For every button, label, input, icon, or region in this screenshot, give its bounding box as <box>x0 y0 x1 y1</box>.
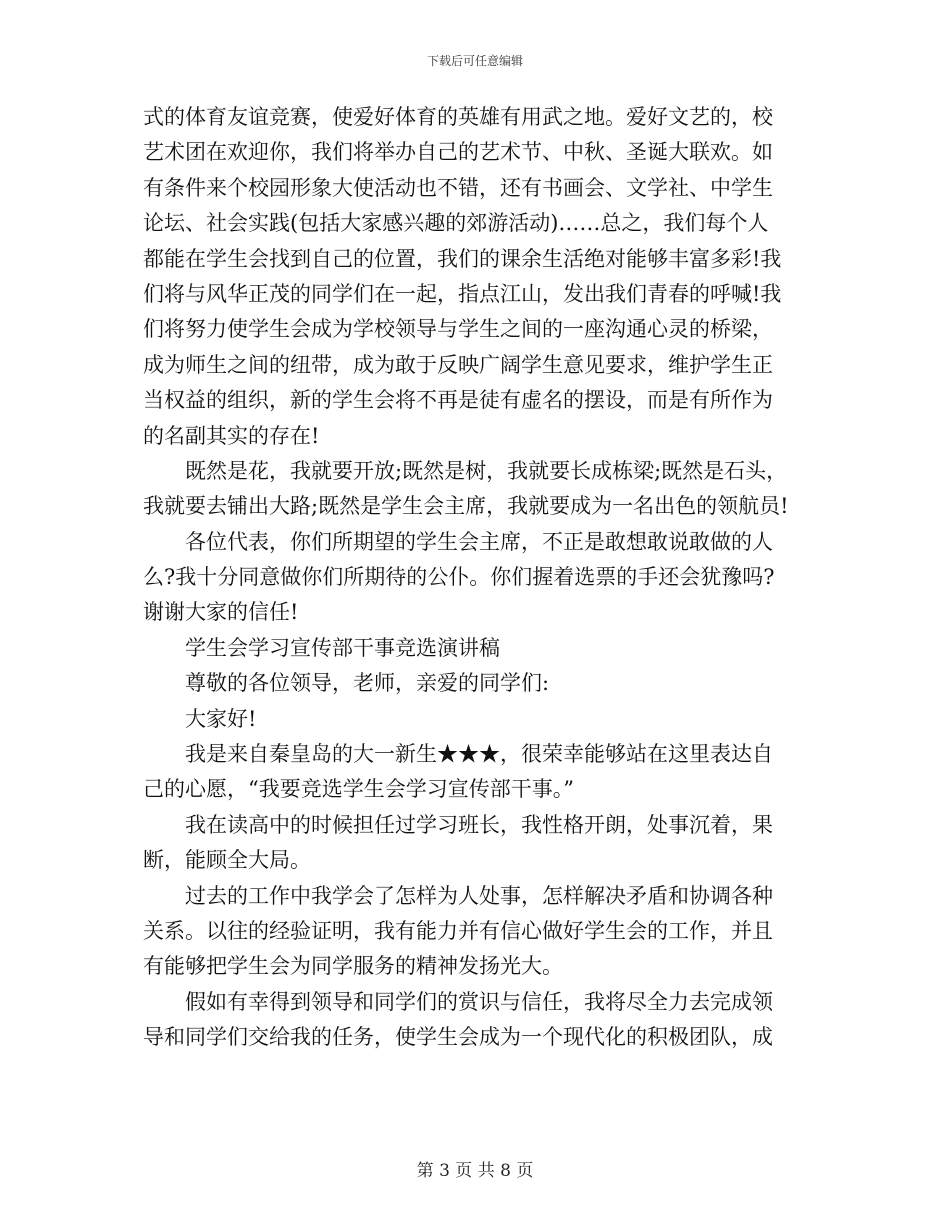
text-line: 有能够把学生会为同学服务的精神发扬光大。 <box>143 954 563 979</box>
text-line: 有条件来个校园形象大使活动也不错，还有书画会、文学社、中学生 <box>143 175 773 200</box>
text-line: 己的心愿，“我要竞选学生会学习宣传部干事。” <box>143 777 574 802</box>
text-line: 我就要去铺出大路;既然是学生会主席，我就要成为一名出色的领航员! <box>143 494 789 519</box>
text-line: 的名副其实的存在! <box>143 423 320 448</box>
text-line: 过去的工作中我学会了怎样为人处事，怎样解决矛盾和协调各种 <box>185 883 773 908</box>
text-line: 我在读高中的时候担任过学习班长，我性格开朗，处事沉着，果 <box>185 812 773 837</box>
text-line: 们将与风华正茂的同学们在一起，指点江山，发出我们青春的呼喊!我 <box>143 281 782 306</box>
text-line: 谢谢大家的信任! <box>143 600 299 625</box>
text-line: 假如有幸得到领导和同学们的赏识与信任，我将尽全力去完成领 <box>185 989 773 1014</box>
text-line: 各位代表，你们所期望的学生会主席，不正是敢想敢说敢做的人 <box>185 529 773 554</box>
document-body <box>143 100 811 1056</box>
page-header: 下载后可任意编辑 <box>426 54 523 68</box>
text-line: 艺术团在欢迎你，我们将举办自己的艺术节、中秋、圣诞大联欢。如 <box>143 140 773 165</box>
text-line: 式的体育友谊竞赛，使爱好体育的英雄有用武之地。爱好文艺的，校 <box>143 105 773 129</box>
text-line: 尊敬的各位领导，老师，亲爱的同学们: <box>185 671 550 696</box>
text-line: 成为师生之间的纽带，成为敢于反映广阔学生意见要求，维护学生正 <box>143 352 773 377</box>
text-line: 们将努力使学生会成为学校领导与学生之间的一座沟通心灵的桥梁， <box>143 317 773 342</box>
text-line: 论坛、社会实践(包括大家感兴趣的郊游活动)……总之，我们每个人 <box>143 211 769 236</box>
text-line: 导和同学们交给我的任务，使学生会成为一个现代化的积极团队，成 <box>143 1025 773 1050</box>
text-line: 既然是花，我就要开放;既然是树，我就要长成栋梁;既然是石头， <box>185 458 788 483</box>
page-footer: 第 3 页 共 8 页 <box>416 1161 534 1181</box>
text-line: 都能在学生会找到自己的位置，我们的课余生活绝对能够丰富多彩!我 <box>143 246 782 271</box>
text-line: 断，能顾全大局。 <box>143 848 311 873</box>
text-line: 学生会学习宣传部干事竞选演讲稿 <box>185 635 500 660</box>
text-line: 关系。以往的经验证明，我有能力并有信心做好学生会的工作，并且 <box>143 918 773 943</box>
text-line: 当权益的组织，新的学生会将不再是徒有虚名的摆设，而是有所作为 <box>143 388 773 413</box>
text-line: 大家好! <box>185 706 257 731</box>
text-line: 我是来自秦皇岛的大一新生★★★，很荣幸能够站在这里表达自 <box>185 742 773 767</box>
text-line: 么?我十分同意做你们所期待的公仆。你们握着选票的手还会犹豫吗? <box>143 565 775 590</box>
